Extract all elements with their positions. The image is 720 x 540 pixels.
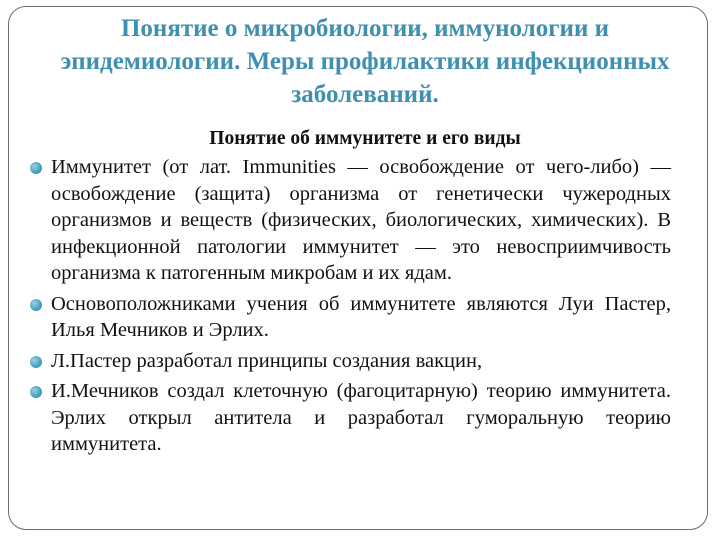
list-item [28,154,671,287]
round-bullet-icon [30,162,42,174]
round-bullet-icon [30,386,42,398]
round-bullet-icon [30,299,42,311]
list-item-text: Основоположниками учения об иммунитете являются Луи Пастер, Илья Мечников и Эрлих. [51,292,671,341]
list-item-text: Л.Пастер разработал принципы создания вакцин, [51,349,483,372]
list-item [28,291,671,344]
round-bullet-icon [30,356,42,368]
list-item [28,378,671,458]
list-item-text: Иммунитет (от лат. Immunities — освобождение от чего-либо) — освобождение (защита) организма от генетически чужеродных организмов и веществ (физических, биологических, химических). В инфекционной патологии иммунитет — это невосприимчивость организма к патогенным микробам и их ядам. [51,156,671,284]
list-item-text: И.Мечников создал клеточную (фагоцитарную) теорию иммунитета. Эрлих открыл антитела и разработал гуморальную теорию иммунитета. [51,380,671,455]
section-subtitle: Понятие об иммунитете и его виды [209,128,521,149]
bullet-list [28,154,671,462]
slide-title: Понятие о микробиологии, иммунологии и эпидемиологии. Меры профилактики инфекционных заболеваний. [60,15,670,108]
list-item [28,348,671,375]
